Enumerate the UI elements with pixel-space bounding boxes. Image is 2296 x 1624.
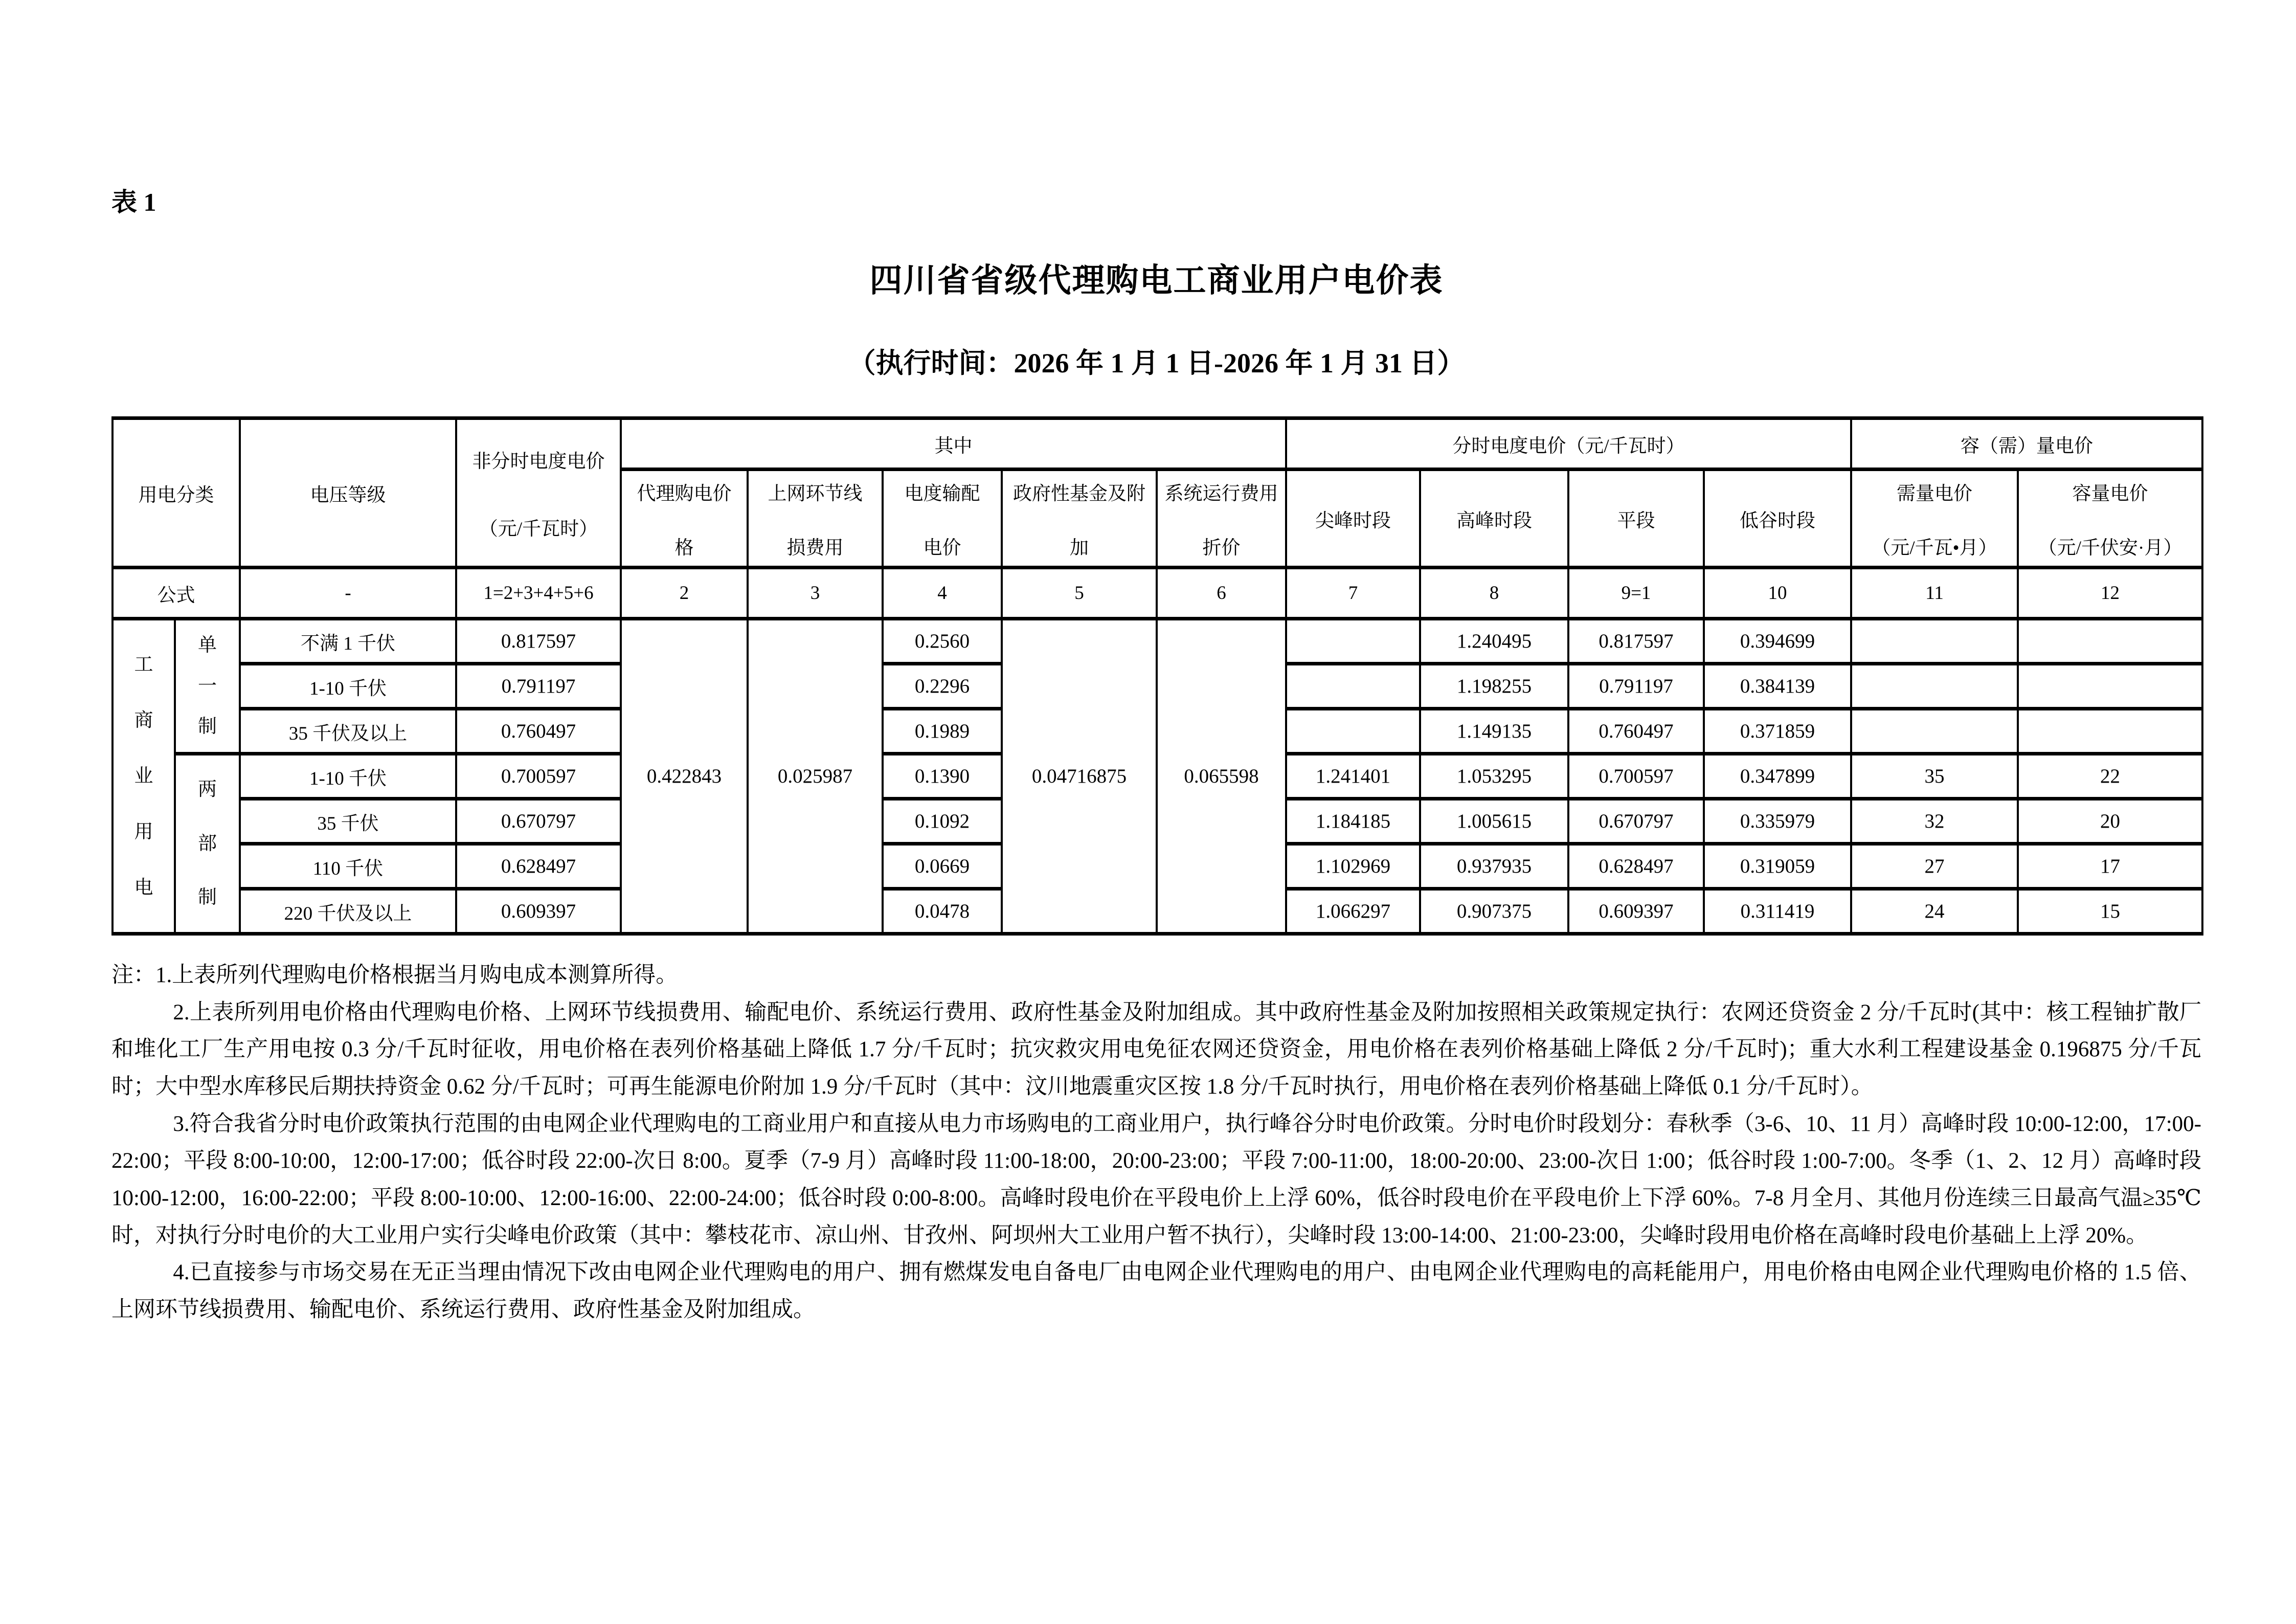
cell-capacity [2018,709,2202,754]
formula-capacity: 12 [2018,568,2202,619]
cell-valley: 0.335979 [1704,799,1851,844]
merged-agency-price: 0.422843 [621,619,748,934]
header-capacity-price [2018,470,2202,568]
merged-system-fee: 0.065598 [1157,619,1286,934]
header-capacity-line2: （元/千伏安·月） [2038,537,2182,559]
formula-loss: 3 [748,568,883,619]
header-transmission-line1: 电度输配 [904,483,980,504]
header-grid-loss-line1: 上网环节线 [768,483,863,504]
cell-sharp [1286,619,1420,664]
header-gov-fund-line2: 加 [1070,537,1089,559]
page-title: 四川省省级代理购电工商业用户电价表 [869,262,1444,300]
table-label: 表 1 [111,188,156,216]
cell-peak: 1.149135 [1420,709,1568,754]
cell-nontou: 0.817597 [456,619,621,664]
header-transmission [883,470,1002,568]
cell-transmission: 0.0669 [883,844,1002,889]
header-flat-period: 平段 [1568,470,1704,568]
header-system-fee-line1: 系统运行费用 [1164,483,1278,504]
cell-nontou: 0.791197 [456,664,621,709]
cell-capacity [2018,619,2202,664]
header-agency-line1: 代理购电价 [637,483,732,504]
cell-demand [1851,664,2018,709]
cell-valley: 0.347899 [1704,754,1851,799]
cell-peak: 1.198255 [1420,664,1568,709]
cell-sharp: 1.184185 [1286,799,1420,844]
formula-peak: 8 [1420,568,1568,619]
cell-transmission: 0.1390 [883,754,1002,799]
cell-voltage: 1-10 千伏 [240,754,456,799]
formula-system: 6 [1157,568,1286,619]
cell-sharp [1286,664,1420,709]
cell-nontou: 0.700597 [456,754,621,799]
cell-demand [1851,709,2018,754]
cell-sharp: 1.066297 [1286,889,1420,934]
cell-capacity: 20 [2018,799,2202,844]
cell-voltage: 35 千伏 [240,799,456,844]
cell-valley: 0.371859 [1704,709,1851,754]
header-user-category: 用电分类 [112,418,240,568]
cell-flat: 0.609397 [1568,889,1704,934]
group-single-system-label: 单一制 [198,635,217,738]
cell-voltage: 不满 1 千伏 [240,619,456,664]
cell-flat: 0.817597 [1568,619,1704,664]
cell-voltage: 220 千伏及以上 [240,889,456,934]
cell-valley: 0.319059 [1704,844,1851,889]
cell-nontou: 0.628497 [456,844,621,889]
group-industry-commerce [112,619,175,934]
formula-sharp: 7 [1286,568,1420,619]
cell-sharp: 1.241401 [1286,754,1420,799]
price-table [111,416,2203,936]
cell-valley: 0.384139 [1704,664,1851,709]
header-capacity-span: 容（需）量电价 [1851,418,2202,470]
cell-demand: 24 [1851,889,2018,934]
cell-capacity: 15 [2018,889,2202,934]
merged-grid-loss: 0.025987 [748,619,883,934]
notes-section [111,957,2201,1329]
header-grid-loss-line2: 损费用 [786,537,844,559]
cell-voltage: 110 千伏 [240,844,456,889]
cell-demand: 35 [1851,754,2018,799]
formula-voltage: - [240,568,456,619]
header-peak-period: 高峰时段 [1420,470,1568,568]
header-agency-line2: 格 [674,537,694,559]
group-two-part-system-label: 两部制 [198,779,217,908]
cell-capacity: 17 [2018,844,2202,889]
cell-voltage: 35 千伏及以上 [240,709,456,754]
header-tou-span: 分时电度电价（元/千瓦时） [1286,418,1851,470]
cell-nontou: 0.609397 [456,889,621,934]
cell-flat: 0.760497 [1568,709,1704,754]
header-transmission-line2: 电价 [923,537,961,559]
cell-transmission: 0.2296 [883,664,1002,709]
cell-peak: 0.907375 [1420,889,1568,934]
header-gov-fund-line1: 政府性基金及附 [1013,483,1145,504]
cell-capacity: 22 [2018,754,2202,799]
cell-flat: 0.670797 [1568,799,1704,844]
cell-flat: 0.791197 [1568,664,1704,709]
cell-peak: 1.240495 [1420,619,1568,664]
cell-peak: 1.053295 [1420,754,1568,799]
header-capacity-line1: 容量电价 [2072,483,2148,504]
cell-nontou: 0.670797 [456,799,621,844]
formula-fund: 5 [1002,568,1157,619]
group-two-part-system [175,754,240,934]
cell-valley: 0.394699 [1704,619,1851,664]
group-industry-commerce-label: 工商业用电 [134,654,153,899]
header-among: 其中 [621,418,1286,470]
header-grid-loss [748,470,883,568]
header-demand-price [1851,470,2018,568]
header-system-fee [1157,470,1286,568]
cell-sharp: 1.102969 [1286,844,1420,889]
header-system-fee-line2: 折价 [1202,537,1241,559]
formula-flat: 9=1 [1568,568,1704,619]
group-single-system [175,619,240,754]
note-item-3: 3.符合我省分时电价政策执行范围的由电网企业代理购电的工商业用户和直接从电力市场购电的工商业用户，执行峰谷分时电价政策。分时电价时段划分：春秋季（3-6、10、11 月）高峰时段 10:00-12:00，17:00-22:00；平段 8:00-10:00，12:00-17:00；低谷时段 22:00-次日 8:00。夏季（7-9 月）高峰时段 11:00-18:00，20:00-23:00；平段 7:00-11:00，18:00-20:00、23:00-次日 1:00；低谷时段 1:00-7:00。冬季（1、2、12 月）高峰时段 10:00-12:00，16:00-22:00；平段 8:00-10:00、12:00-16:00、22:00-24:00；低谷时段 0:00-8:00。高峰时段电价在平段电价上上浮 60%，低谷时段电价在平段电价上下浮 60%。7-8 月全月、其他月份连续三日最高气温≥35℃时，对执行分时电价的大工业用户实行尖峰电价政策（其中：攀枝花市、凉山州、甘孜州、阿坝州大工业用户暂不执行），尖峰时段 13:00-14:00、21:00-23:00，尖峰时段用电价格在高峰时段电价基础上上浮 20%。 [111,1111,2201,1248]
page-subtitle: （执行时间：2026 年 1 月 1 日-2026 年 1 月 31 日） [848,348,1465,379]
formula-agency: 2 [621,568,748,619]
formula-valley: 10 [1704,568,1851,619]
header-demand-line1: 需量电价 [1897,483,1973,504]
cell-demand [1851,619,2018,664]
cell-flat: 0.628497 [1568,844,1704,889]
cell-flat: 0.700597 [1568,754,1704,799]
header-voltage-level: 电压等级 [240,418,456,568]
cell-valley: 0.311419 [1704,889,1851,934]
cell-voltage: 1-10 千伏 [240,664,456,709]
cell-peak: 1.005615 [1420,799,1568,844]
formula-transmission: 4 [883,568,1002,619]
cell-peak: 0.937935 [1420,844,1568,889]
cell-transmission: 0.0478 [883,889,1002,934]
header-valley-period: 低谷时段 [1704,470,1851,568]
cell-demand: 27 [1851,844,2018,889]
cell-nontou: 0.760497 [456,709,621,754]
cell-transmission: 0.1989 [883,709,1002,754]
note-item-4: 4.已直接参与市场交易在无正当理由情况下改由电网企业代理购电的用户、拥有燃煤发电自备电厂由电网企业代理购电的用户、由电网企业代理购电的高耗能用户，用电价格由电网企业代理购电价格的 1.5 倍、上网环节线损费用、输配电价、系统运行费用、政府性基金及附加组成。 [111,1260,2201,1322]
header-gov-fund [1002,470,1157,568]
header-sharp-period: 尖峰时段 [1286,470,1420,568]
header-nontou-line2: （元/千瓦时） [479,518,598,540]
note-item-2: 2.上表所列用电价格由代理购电价格、上网环节线损费用、输配电价、系统运行费用、政府性基金及附加组成。其中政府性基金及附加按照相关政策规定执行：农网还贷资金 2 分/千瓦时(其中：核工程铀扩散厂和堆化工厂生产用电按 0.3 分/千瓦时征收，用电价格在表列价格基础上降低 1.7 分/千瓦时；抗灾救灾用电免征农网还贷资金，用电价格在表列价格基础上降低 2 分/千瓦时)；重大水利工程建设基金 0.196875 分/千瓦时；大中型水库移民后期扶持资金 0.62 分/千瓦时；可再生能源电价附加 1.9 分/千瓦时（其中：汶川地震重灾区按 1.8 分/千瓦时执行，用电价格在表列价格基础上降低 0.1 分/千瓦时）。 [111,1000,2201,1099]
cell-sharp [1286,709,1420,754]
cell-capacity [2018,664,2202,709]
cell-transmission: 0.2560 [883,619,1002,664]
formula-label: 公式 [112,568,240,619]
header-demand-line2: （元/千瓦•月） [1872,537,1997,559]
note-item-1: 注：1.上表所列代理购电价格根据当月购电成本测算所得。 [111,963,678,987]
header-nontou-price [456,418,621,568]
formula-nontou: 1=2+3+4+5+6 [456,568,621,619]
formula-demand: 11 [1851,568,2018,619]
cell-demand: 32 [1851,799,2018,844]
header-agency-price [621,470,748,568]
merged-gov-fund: 0.04716875 [1002,619,1157,934]
cell-transmission: 0.1092 [883,799,1002,844]
header-nontou-line1: 非分时电度电价 [472,451,605,472]
